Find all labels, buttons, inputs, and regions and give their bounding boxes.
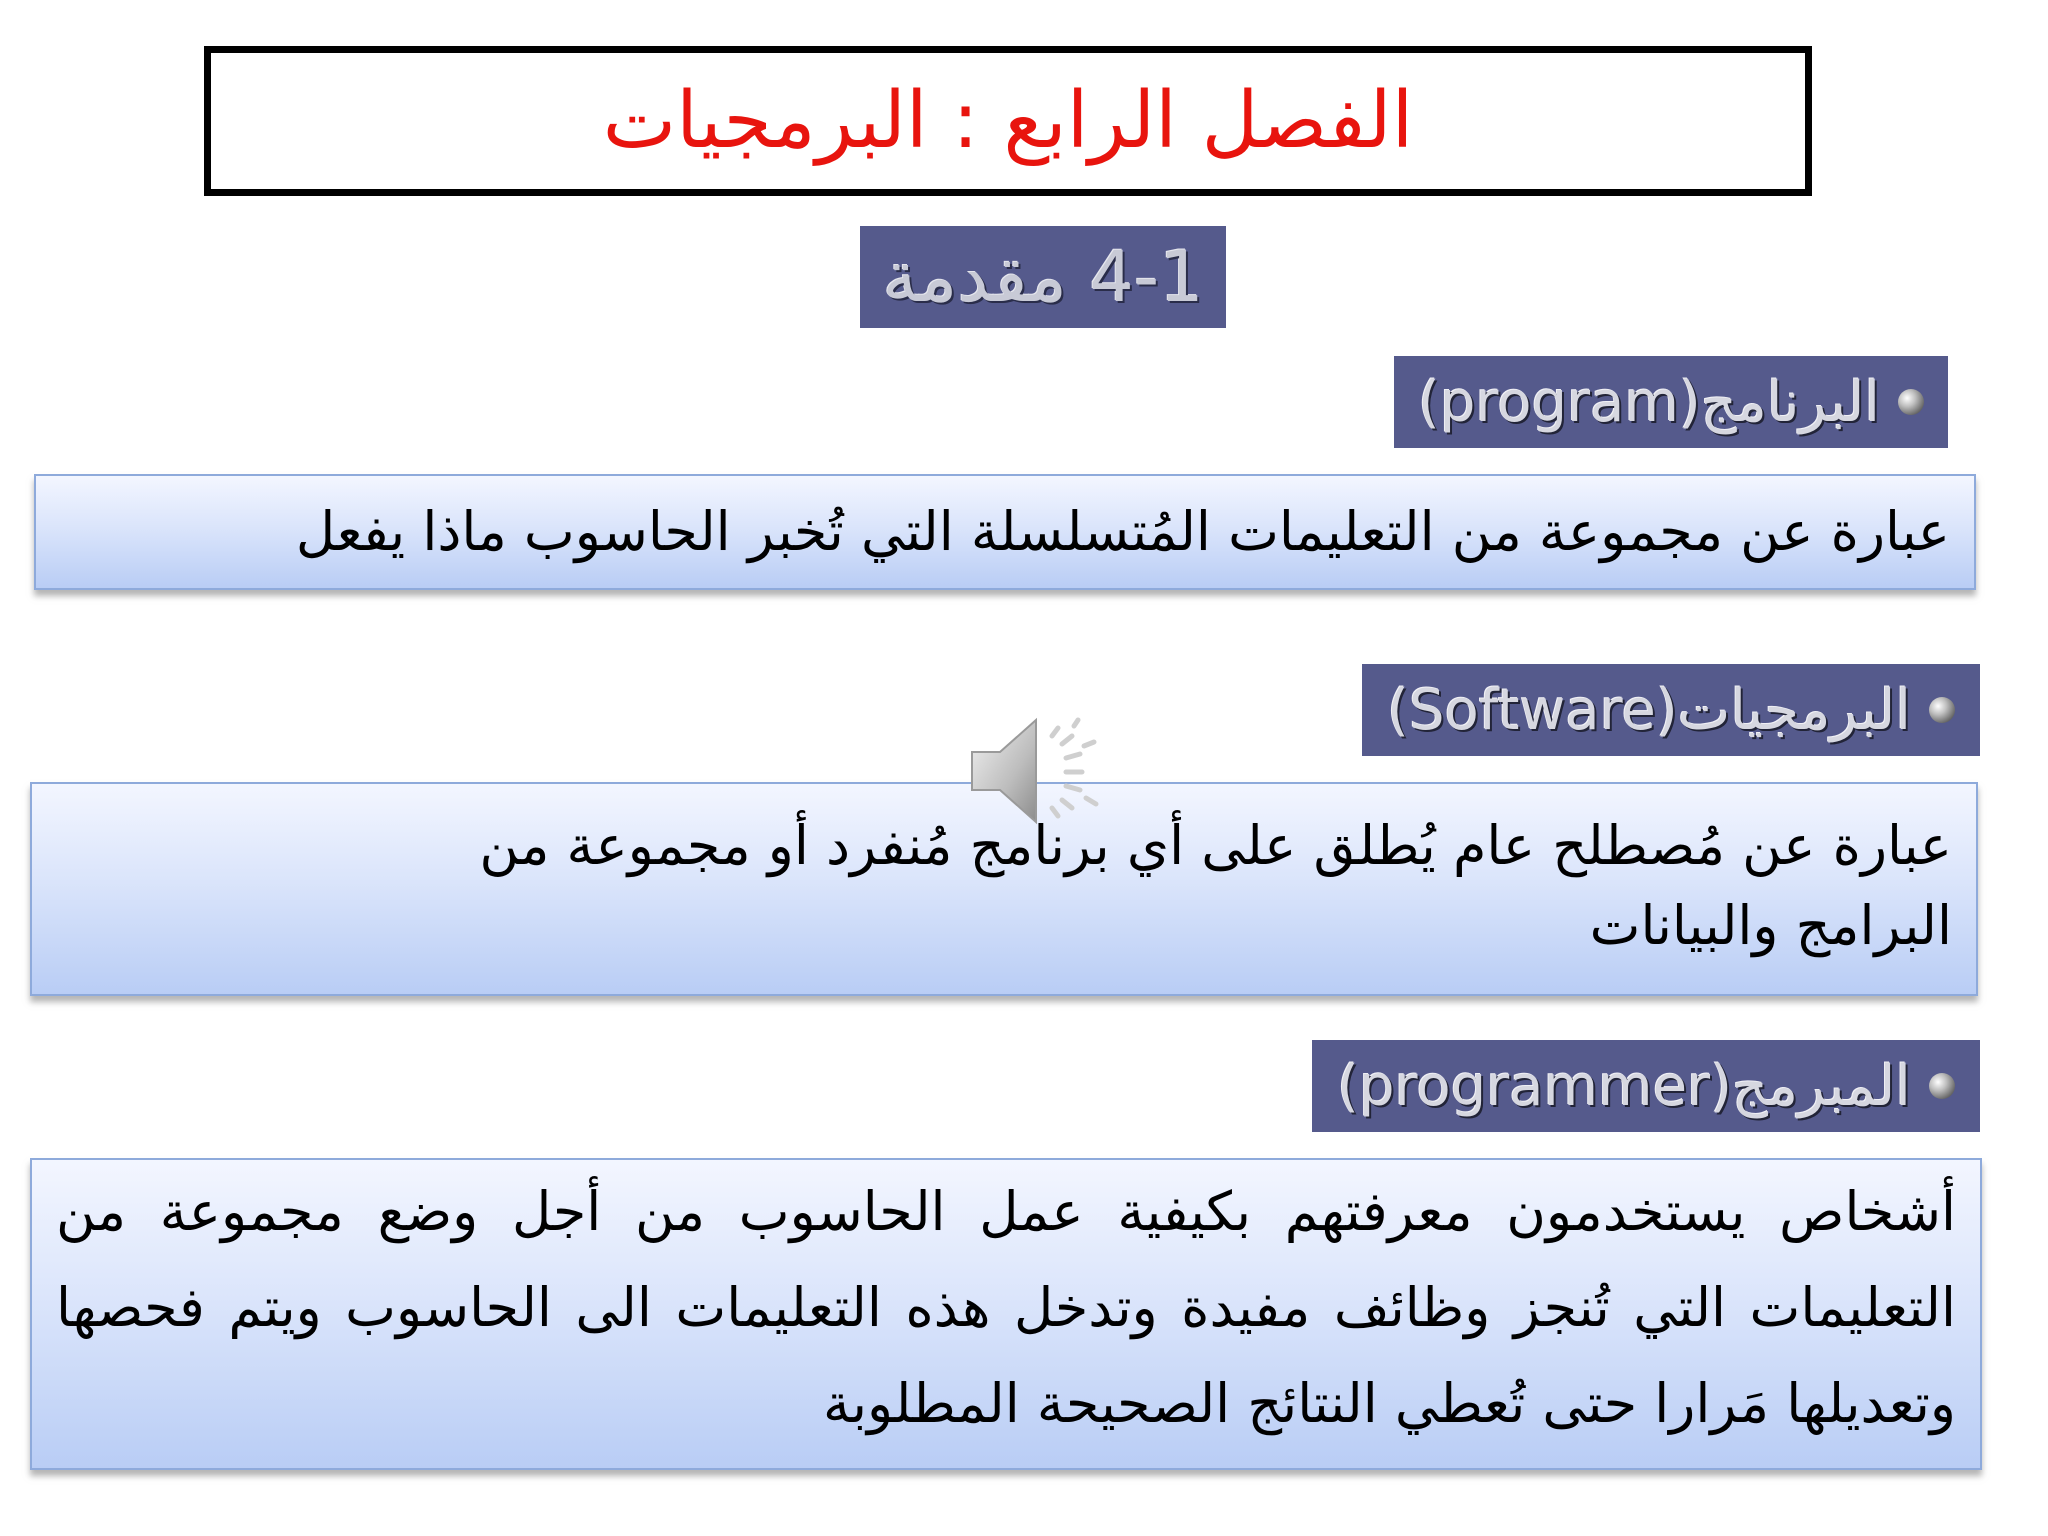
term-tag-programmer xyxy=(1312,1040,1980,1132)
term-label: البرمجيات(Software) xyxy=(1387,677,1911,743)
term-label: البرنامج(program) xyxy=(1418,369,1880,435)
term-tag-software xyxy=(1362,664,1980,756)
definition-text: عبارة عن مجموعة من التعليمات المُتسلسلة التي تُخبر الحاسوب ماذا يفعل xyxy=(295,500,1950,563)
definition-text: عبارة عن مُصطلح عام يُطلق على أي برنامج مُنفرد أو مجموعة من البرامج والبيانات xyxy=(479,814,1952,957)
speaker-icon[interactable] xyxy=(966,716,1106,826)
definition-text: أشخاص يستخدمون معرفتهم بكيفية عمل الحاسوب من أجل وضع مجموعة من التعليمات التي تُنجز وظائف مفيدة وتدخل هذه التعليمات الى الحاسوب ويتم فحصها وتعديلها مَرارا حتى تُعطي النتائج الصحيحة المطلوبة xyxy=(56,1180,1956,1435)
sphere-bullet-icon xyxy=(1929,1073,1955,1099)
definition-box-program xyxy=(34,474,1976,590)
term-label: المبرمج(programmer) xyxy=(1337,1053,1911,1119)
sphere-bullet-icon xyxy=(1929,697,1955,723)
title-box xyxy=(204,46,1812,196)
sphere-bullet-icon xyxy=(1898,389,1924,415)
definition-box-programmer xyxy=(30,1158,1982,1470)
section-badge xyxy=(860,226,1226,328)
term-tag-program xyxy=(1394,356,1948,448)
slide-title: الفصل الرابع : البرمجيات xyxy=(602,76,1414,166)
section-heading: 4-1 مقدمة xyxy=(882,236,1204,318)
